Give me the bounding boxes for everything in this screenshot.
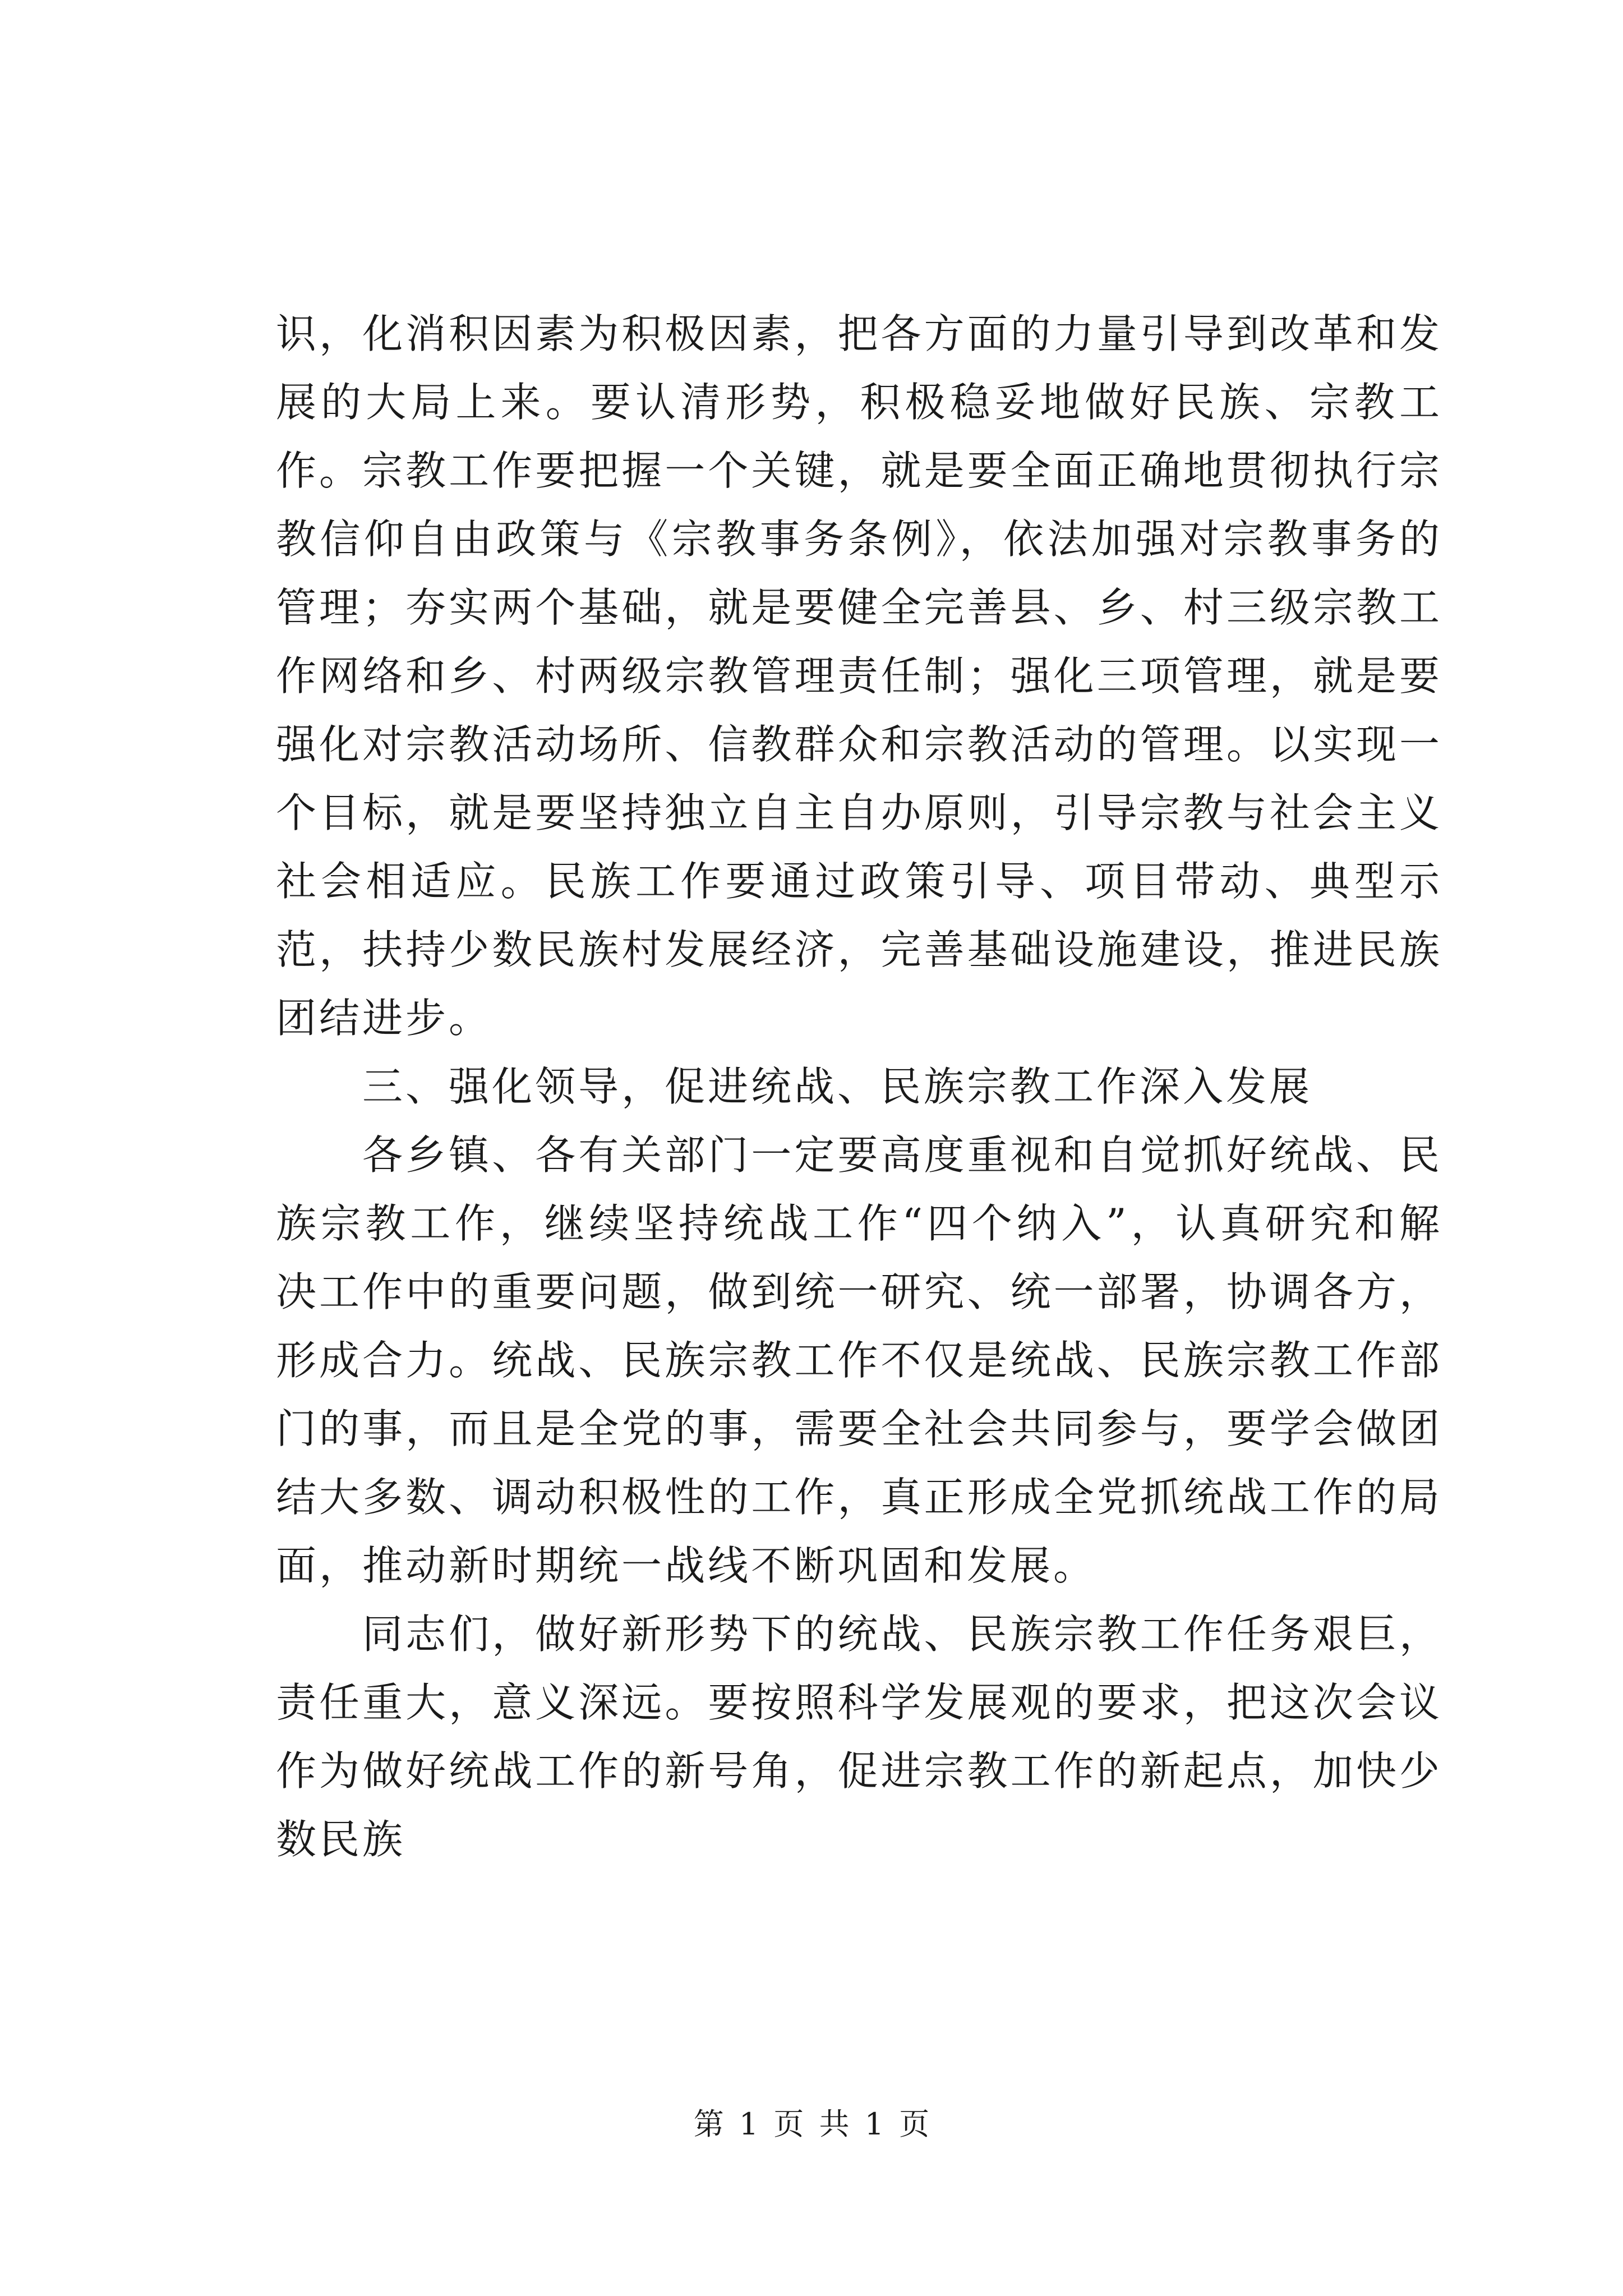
paragraph-leadership: 各乡镇、各有关部门一定要高度重视和自觉抓好统战、民族宗教工作，继续坚持统战工作“四个纳入”，认真研究和解决工作中的重要问题，做到统一研究、统一部署，协调各方，形成合力。统战、民族宗教工作不仅是统战、民族宗教工作部门的事，而且是全党的事，需要全社会共同参与，要学会做团结大多数、调动积极性的工作，真正形成全党抓统战工作的局面，推动新时期统一战线不断巩固和发展。 xyxy=(276,1131,1442,1589)
section-heading: 三、强化领导，促进统战、民族宗教工作深入发展 xyxy=(362,1063,1313,1110)
paragraph-closing: 同志们，做好新形势下的统战、民族宗教工作任务艰巨，责任重大，意义深远。要按照科学发展观的要求，把这次会议作为做好统战工作的新号角，促进宗教工作的新起点，加快少数民族 xyxy=(276,1611,1442,1863)
document-body xyxy=(276,300,1442,1874)
page-number-label: 第 1 页 共 1 页 xyxy=(693,2106,930,2142)
page-footer xyxy=(0,2105,1623,2144)
paragraph-continuation: 识，化消积因素为积极因素，把各方面的力量引导到改革和发展的大局上来。要认清形势，积极稳妥地做好民族、宗教工作。宗教工作要把握一个关键，就是要全面正确地贯彻执行宗教信仰自由政策与《宗教事务条例》，依法加强对宗教事务的管理；夯实两个基础，就是要健全完善县、乡、村三级宗教工作网络和乡、村两级宗教管理责任制；强化三项管理，就是要强化对宗教活动场所、信教群众和宗教活动的管理。以实现一个目标，就是要坚持独立自主自办原则，引导宗教与社会主义社会相适应。民族工作要通过政策引导、项目带动、典型示范，扶持少数民族村发展经济，完善基础设施建设，推进民族团结进步。 xyxy=(276,310,1442,1042)
